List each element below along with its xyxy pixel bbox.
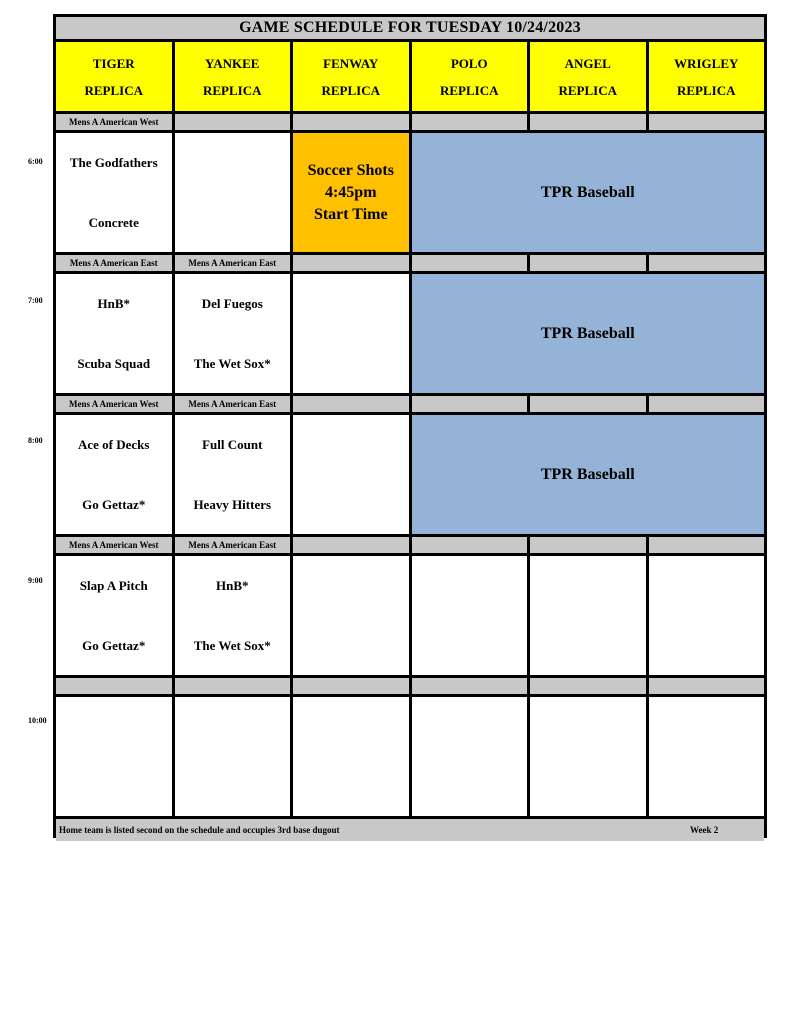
empty-cell <box>412 556 528 675</box>
division-label <box>412 396 528 412</box>
empty-cell <box>530 697 646 816</box>
division-label <box>649 678 765 694</box>
field-header-yankee <box>175 42 291 111</box>
soccer-line: Start Time <box>313 205 388 223</box>
game-cell <box>175 415 291 534</box>
time-label-6: 6:00 <box>28 157 43 166</box>
division-label <box>175 678 291 694</box>
field-name: FENWAY <box>323 55 379 71</box>
division-label <box>530 678 646 694</box>
time-label-9: 9:00 <box>28 576 43 585</box>
field-sub: REPLICA <box>676 82 736 98</box>
division-label: Mens A American East <box>175 396 291 412</box>
division-label: Mens A American West <box>56 396 172 412</box>
field-sub: REPLICA <box>202 82 262 98</box>
soccer-line: Soccer Shots <box>307 161 394 179</box>
division-label <box>530 114 646 130</box>
empty-cell <box>293 697 409 816</box>
game-cell <box>56 133 172 252</box>
time-label-10: 10:00 <box>28 716 47 725</box>
empty-cell <box>412 697 528 816</box>
field-sub: REPLICA <box>439 82 499 98</box>
away-team: Ace of Decks <box>78 437 150 452</box>
division-label <box>293 537 409 553</box>
tpr-baseball-block: TPR Baseball <box>412 133 765 252</box>
empty-cell <box>530 556 646 675</box>
field-sub: REPLICA <box>558 82 617 98</box>
home-team: Scuba Squad <box>77 356 151 371</box>
field-name: POLO <box>450 55 488 71</box>
empty-cell <box>293 556 409 675</box>
division-label <box>412 678 528 694</box>
division-label <box>649 255 765 271</box>
field-name: TIGER <box>92 55 135 71</box>
game-cell <box>56 274 172 393</box>
field-header-fenway <box>293 42 409 111</box>
home-team: Heavy Hitters <box>193 497 272 512</box>
tpr-baseball-block: TPR Baseball <box>412 274 765 393</box>
empty-cell <box>649 697 765 816</box>
field-header-angel <box>530 42 646 111</box>
empty-cell <box>293 415 409 534</box>
week-label: Week 2 <box>690 825 719 835</box>
game-cell <box>56 415 172 534</box>
home-team: Go Gettaz* <box>82 638 146 653</box>
game-cell <box>175 133 291 252</box>
field-header-polo <box>412 42 528 111</box>
empty-cell <box>293 274 409 393</box>
division-label <box>649 114 765 130</box>
division-label <box>412 114 528 130</box>
empty-cell <box>56 697 172 816</box>
field-name: WRIGLEY <box>674 55 739 71</box>
home-team: Go Gettaz* <box>82 497 146 512</box>
division-label <box>412 537 528 553</box>
empty-cell <box>649 556 765 675</box>
division-label: Mens A American West <box>56 537 172 553</box>
division-label <box>649 396 765 412</box>
field-sub: REPLICA <box>84 82 143 98</box>
away-team: Slap A Pitch <box>79 578 148 593</box>
division-label <box>412 255 528 271</box>
soccer-line: 4:45pm <box>324 183 377 201</box>
division-label: Mens A American West <box>56 114 172 130</box>
division-label <box>293 678 409 694</box>
away-team: HnB* <box>97 296 130 311</box>
empty-cell <box>175 697 291 816</box>
division-label: Mens A American East <box>175 255 291 271</box>
home-team: Concrete <box>88 215 139 230</box>
field-name: ANGEL <box>564 55 611 71</box>
schedule-table <box>53 14 767 838</box>
division-label: Mens A American East <box>56 255 172 271</box>
home-team-note: Home team is listed second on the schedule and occupies 3rd base dugout <box>59 825 340 835</box>
away-team: The Godfathers <box>69 155 158 170</box>
division-label <box>293 255 409 271</box>
division-label: Mens A American East <box>175 537 291 553</box>
field-header-wrigley <box>649 42 765 111</box>
time-label-8: 8:00 <box>28 436 43 445</box>
division-label <box>293 114 409 130</box>
home-team: The Wet Sox* <box>193 638 271 653</box>
division-label <box>530 537 646 553</box>
schedule-footer <box>56 819 764 841</box>
division-label <box>649 537 765 553</box>
division-label <box>530 255 646 271</box>
time-label-7: 7:00 <box>28 296 43 305</box>
away-team: Full Count <box>202 437 263 452</box>
field-name: YANKEE <box>205 55 260 71</box>
tpr-baseball-block: TPR Baseball <box>412 415 765 534</box>
division-label <box>175 114 291 130</box>
schedule-title: GAME SCHEDULE FOR TUESDAY 10/24/2023 <box>56 17 764 39</box>
field-sub: REPLICA <box>321 82 380 98</box>
division-label <box>56 678 172 694</box>
game-cell <box>175 556 291 675</box>
division-label <box>293 396 409 412</box>
soccer-shots-cell <box>293 133 409 252</box>
away-team: HnB* <box>215 578 249 593</box>
home-team: The Wet Sox* <box>193 356 271 371</box>
division-label <box>530 396 646 412</box>
game-cell <box>56 556 172 675</box>
field-header-tiger <box>56 42 172 111</box>
away-team: Del Fuegos <box>201 296 263 311</box>
game-cell <box>175 274 291 393</box>
